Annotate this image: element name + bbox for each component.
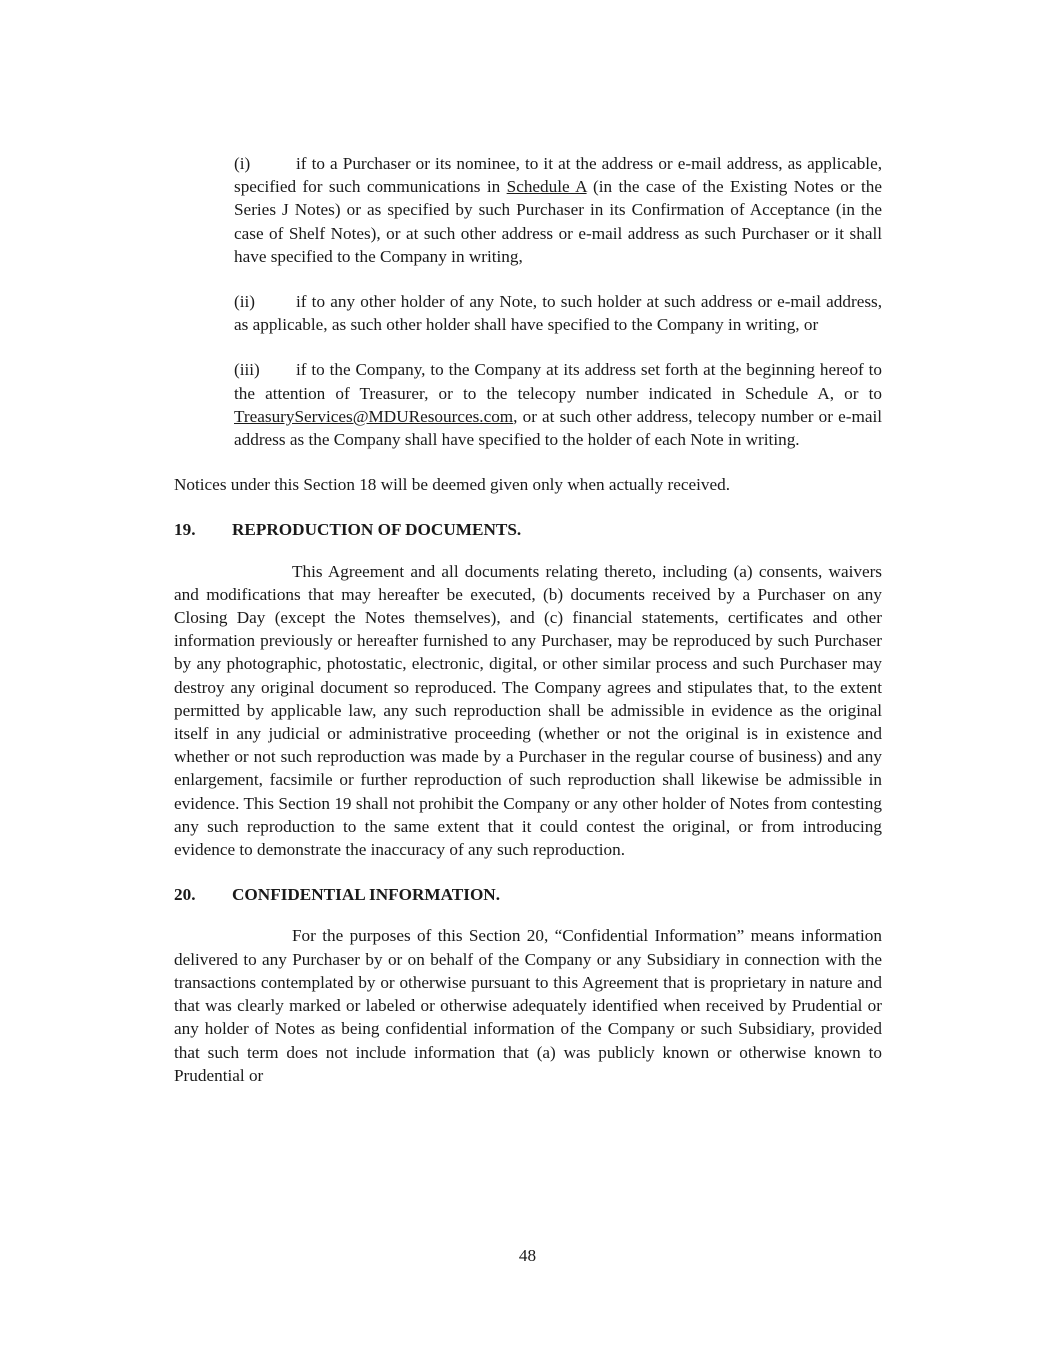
section-19-heading xyxy=(174,518,882,541)
page-body xyxy=(174,152,882,1087)
treasury-email-link[interactable]: TreasuryServices@MDUResources.com xyxy=(234,406,514,426)
clause-ii-number: (ii) xyxy=(234,292,255,312)
section-20-title: CONFIDENTIAL INFORMATION. xyxy=(232,885,501,905)
clause-iii-number: (iii) xyxy=(234,360,260,380)
clause-iii-text-b: , or at such other address, telecopy number or e-mail address as the Company shall have specified to the holder of each Note in writing. xyxy=(234,406,882,450)
notices-line: Notices under this Section 18 will be deemed given only when actually received. xyxy=(174,475,731,495)
clause-ii xyxy=(234,290,882,336)
section-20-body: For the purposes of this Section 20, “Confidential Information” means information delivered to any Purchaser by or on behalf of the Company or any Subsidiary in connection with the transactions contemplated by or otherwise pursuant to this Agreement that is proprietary in nature and that was clearly marked or labeled or otherwise adequately identified when received by Prudential or any holder of Notes as being confidential information of the Company or such Subsidiary, provided that such term does not include information that (a) was publicly known or otherwise known to Prudential or xyxy=(174,926,882,1085)
page-number: 48 xyxy=(518,1246,537,1265)
section-19-number: 19. xyxy=(174,520,196,540)
section-19-body: This Agreement and all documents relating thereto, including (a) consents, waivers and modifications that may hereafter be executed, (b) documents received by a Purchaser on any Closing Day (except the Notes themselves), and (c) financial statements, certificates and other information previously or hereafter furnished to any Purchaser, may be reproduced by such Purchaser by any photographic, photostatic, electronic, digital, or other similar process and such Purchaser may destroy any original document so reproduced. The Company agrees and stipulates that, to the extent permitted by applicable law, any such reproduction shall be admissible in evidence as the original itself in any judicial or administrative proceeding (whether or not the original is in existence and whether or not such reproduction was made by a Purchaser in the regular course of business) and any enlargement, facsimile or further reproduction of such reproduction shall likewise be admissible in evidence. This Section 19 shall not prohibit the Company or any other holder of Notes from contesting any such reproduction to the same extent that it could contest the original, or from introducing evidence to demonstrate the inaccuracy of any such reproduction. xyxy=(174,561,882,860)
clause-i-text-a: if to a Purchaser or its nominee, to it at the address or e-mail address, as applicable, specified for such communications in xyxy=(234,154,882,197)
section-20-number: 20. xyxy=(174,885,196,905)
clause-iii-text-a: if to the Company, to the Company at its address set forth at the beginning hereof to the attention of Treasurer, or to the telecopy number indicated in Schedule A, or to xyxy=(234,360,882,403)
section-19-title: REPRODUCTION OF DOCUMENTS. xyxy=(232,520,522,540)
clause-i xyxy=(234,152,882,268)
clause-i-number: (i) xyxy=(234,154,251,173)
section-20-heading xyxy=(174,883,882,906)
clause-ii-text: if to any other holder of any Note, to such holder at such address or e-mail address, as applicable, as such other holder shall have specified to the Company in writing, or xyxy=(234,292,882,335)
clause-i-text-b: (in the case of the Existing Notes or the Series J Notes) or as specified by such Purchaser in its Confirmation of Acceptance (in the case of Shelf Notes), or at such other address or e-mail address as such Purchaser or it shall have specified to the Company in writing, xyxy=(234,177,882,266)
clause-iii xyxy=(234,358,882,451)
schedule-a-link[interactable]: Schedule A xyxy=(506,177,587,197)
